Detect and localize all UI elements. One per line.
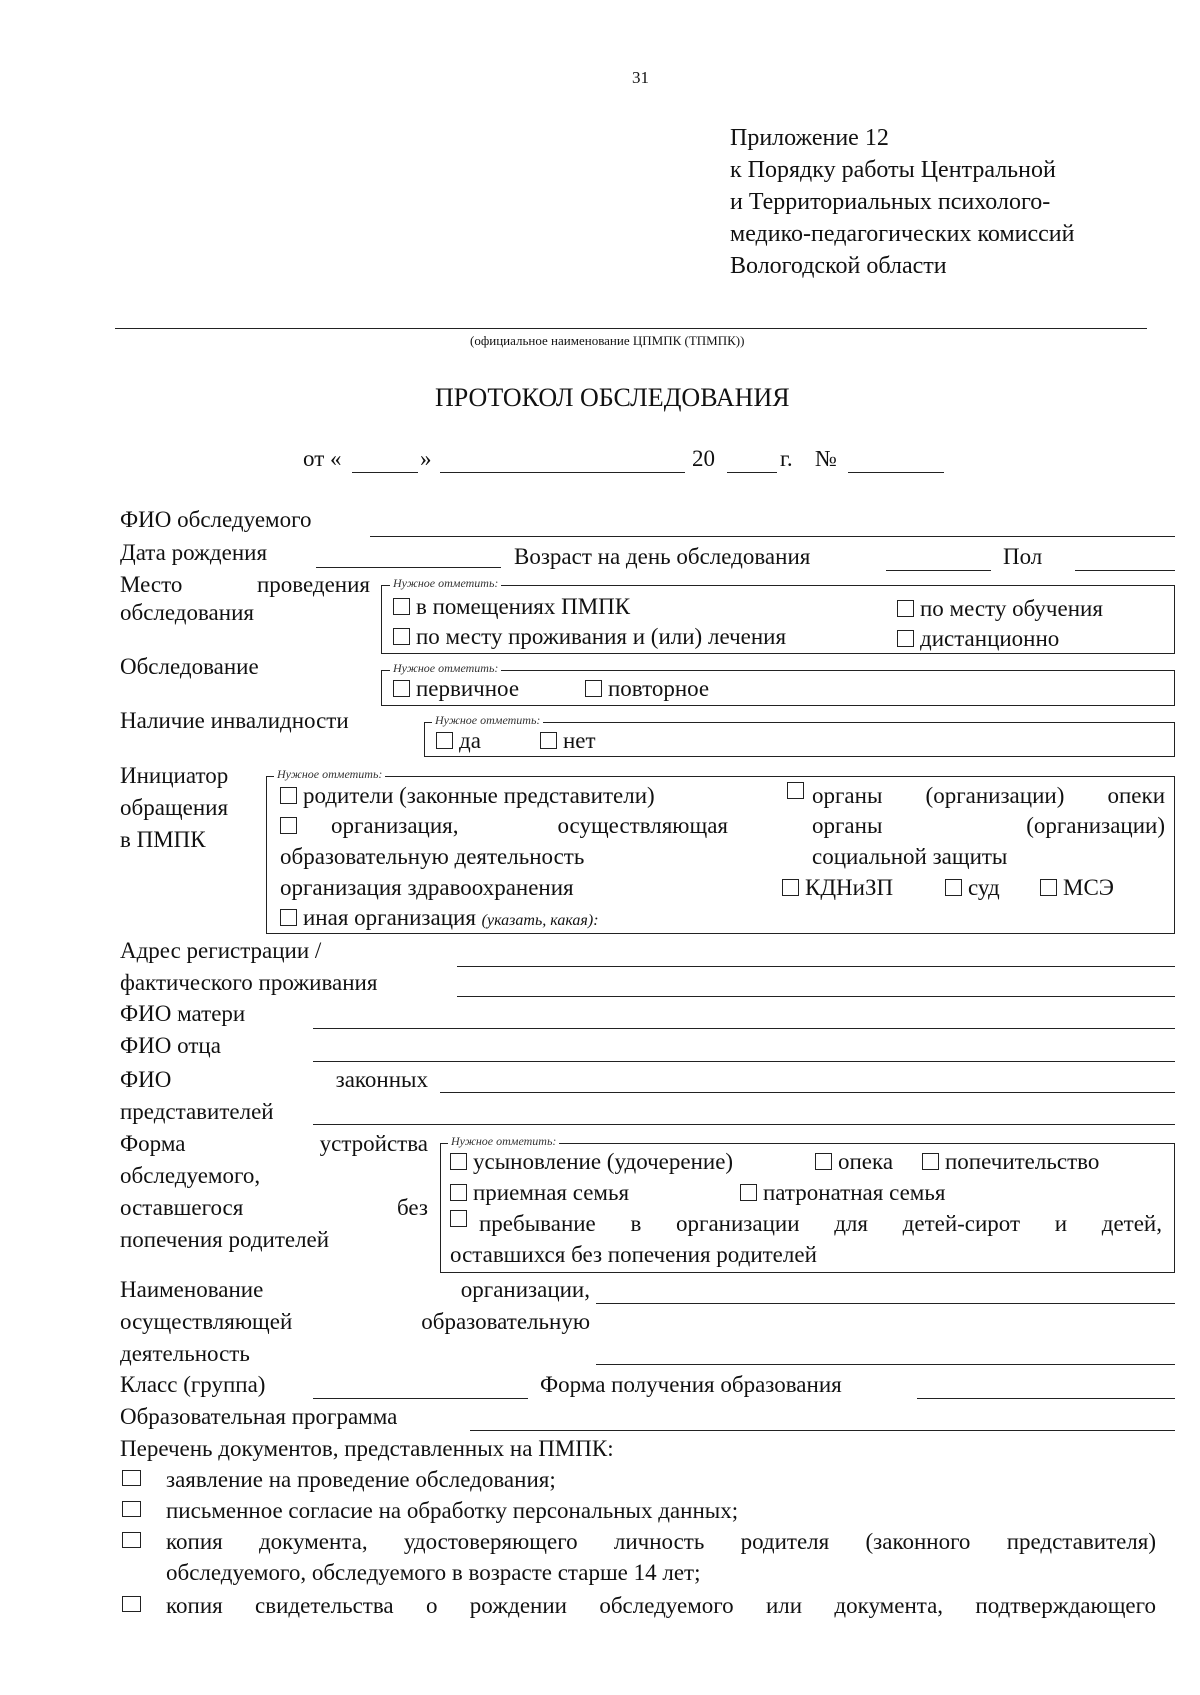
initiator-parents[interactable] bbox=[280, 782, 655, 810]
doc-checkbox-1[interactable] bbox=[122, 1470, 141, 1486]
page-title: ПРОТОКОЛ ОБСЛЕДОВАНИЯ bbox=[435, 383, 790, 412]
initiator-mse[interactable] bbox=[1040, 874, 1114, 902]
disability-yes[interactable] bbox=[436, 727, 481, 755]
checkbox-icon[interactable] bbox=[280, 787, 297, 804]
placement-label-3a: оставшегося bbox=[120, 1195, 244, 1220]
sex-field[interactable] bbox=[1075, 570, 1175, 571]
initiator-court[interactable] bbox=[945, 874, 1000, 902]
doc-checkbox-2[interactable] bbox=[122, 1501, 141, 1517]
program-field[interactable] bbox=[470, 1430, 1175, 1431]
date-year-label: 20 bbox=[692, 446, 715, 471]
checkbox-icon[interactable] bbox=[393, 598, 410, 615]
org-name-label-3: деятельность bbox=[120, 1341, 250, 1366]
initiator-guardianship[interactable] bbox=[787, 782, 1165, 810]
checkbox-icon[interactable] bbox=[450, 1184, 467, 1201]
appendix-line-2: к Порядку работы Центральной bbox=[730, 157, 1056, 183]
exam-label: Обследование bbox=[120, 654, 259, 679]
place-opt-pmpk[interactable] bbox=[393, 593, 630, 621]
initiator-label bbox=[120, 760, 228, 856]
date-year-suffix: г. bbox=[780, 446, 793, 471]
official-name-line[interactable] bbox=[115, 328, 1147, 329]
doc-item-2: письменное согласие на обработку персональных данных; bbox=[166, 1498, 739, 1523]
age-field[interactable] bbox=[886, 570, 991, 571]
disability-no-label: нет bbox=[563, 728, 596, 753]
exam-opt-primary[interactable] bbox=[393, 675, 519, 703]
placement-orphan-label-2: оставшихся без попечения родителей bbox=[450, 1242, 817, 1267]
date-year-field[interactable] bbox=[727, 472, 777, 473]
appendix-line-5: Вологодской области bbox=[730, 253, 947, 279]
date-day-field[interactable] bbox=[352, 472, 418, 473]
org-name-label-1a: Наименование bbox=[120, 1277, 264, 1302]
checkbox-icon[interactable] bbox=[540, 732, 557, 749]
checkbox-icon[interactable] bbox=[740, 1184, 757, 1201]
exam-opt-primary-label: первичное bbox=[416, 676, 520, 701]
sex-label: Пол bbox=[1003, 544, 1043, 569]
legal-reps-label-1a: ФИО bbox=[120, 1067, 172, 1092]
initiator-org-label-2: образовательную деятельность bbox=[280, 844, 585, 869]
age-label: Возраст на день обследования bbox=[514, 544, 811, 569]
father-field[interactable] bbox=[313, 1061, 1175, 1062]
appendix-line-4: медико-педагогических комиссий bbox=[730, 221, 1075, 247]
place-opt-remote[interactable] bbox=[897, 625, 1059, 653]
doc-item-3-line-2: обследуемого, обследуемого в возрасте старше 14 лет; bbox=[166, 1560, 701, 1585]
checkbox-icon[interactable] bbox=[450, 1153, 467, 1170]
place-opt-study[interactable] bbox=[897, 595, 1103, 623]
placement-orphan-label-1: пребывание в организации для детей-сирот и детей, bbox=[479, 1211, 1162, 1236]
initiator-kdn[interactable] bbox=[782, 874, 893, 902]
date-month-field[interactable] bbox=[440, 472, 685, 473]
class-field[interactable] bbox=[313, 1398, 528, 1399]
place-opt-residence[interactable] bbox=[393, 623, 786, 651]
disability-box bbox=[424, 722, 1175, 757]
placement-label-2: обследуемого, bbox=[120, 1163, 261, 1188]
birth-date-field[interactable] bbox=[316, 567, 501, 568]
disability-no[interactable] bbox=[540, 727, 596, 755]
place-opt-pmpk-label: в помещениях ПМПК bbox=[416, 594, 631, 619]
disability-yes-label: да bbox=[459, 728, 481, 753]
appendix-block bbox=[730, 122, 1074, 282]
placement-custody-label: опека bbox=[838, 1149, 894, 1174]
placement-label-1a: Форма bbox=[120, 1131, 186, 1156]
org-name-field-2[interactable] bbox=[596, 1364, 1175, 1365]
address-field-1[interactable] bbox=[457, 966, 1175, 967]
initiator-label-2: обращения bbox=[120, 795, 229, 820]
edu-form-label: Форма получения образования bbox=[540, 1372, 842, 1397]
protocol-number-field[interactable] bbox=[848, 472, 944, 473]
legal-reps-label bbox=[120, 1064, 428, 1128]
checkbox-icon[interactable] bbox=[945, 879, 962, 896]
org-name-field-1[interactable] bbox=[596, 1303, 1175, 1304]
date-from-label: от « bbox=[303, 446, 342, 471]
placement-guardianship[interactable] bbox=[922, 1148, 1099, 1176]
docs-heading: Перечень документов, представленных на ПМПК: bbox=[120, 1436, 614, 1461]
initiator-label-3: в ПМПК bbox=[120, 827, 206, 852]
place-opt-residence-label: по месту проживания и (или) лечения bbox=[416, 624, 787, 649]
page-number: 31 bbox=[632, 68, 649, 87]
initiator-org[interactable] bbox=[280, 812, 728, 840]
class-label: Класс (группа) bbox=[120, 1372, 266, 1397]
program-label: Образовательная программа bbox=[120, 1404, 398, 1429]
address-label-2: фактического проживания bbox=[120, 970, 378, 995]
initiator-parents-label: родители (законные представители) bbox=[303, 783, 655, 808]
place-opt-study-label: по месту обучения bbox=[920, 596, 1103, 621]
checkbox-icon[interactable] bbox=[436, 732, 453, 749]
legal-reps-label-2: представителей bbox=[120, 1099, 274, 1124]
address-label-1: Адрес регистрации / bbox=[120, 938, 322, 963]
exam-opt-repeat-label: повторное bbox=[608, 676, 710, 701]
checkbox-icon[interactable] bbox=[393, 628, 410, 645]
mother-field[interactable] bbox=[313, 1028, 1175, 1029]
placement-patronage[interactable] bbox=[740, 1179, 945, 1207]
disability-hint: Нужное отметить: bbox=[432, 713, 543, 727]
placement-label-3b: без bbox=[397, 1195, 428, 1220]
official-name-caption: (официальное наименование ЦПМПК (ТПМПК)) bbox=[470, 333, 745, 348]
appendix-line-3: и Территориальных психолого- bbox=[730, 189, 1051, 215]
mother-label: ФИО матери bbox=[120, 1001, 246, 1026]
checkbox-icon[interactable] bbox=[897, 600, 914, 617]
org-name-label-1b: организации, bbox=[460, 1277, 590, 1302]
checkbox-icon[interactable] bbox=[897, 630, 914, 647]
initiator-social-label-2: социальной защиты bbox=[812, 844, 1008, 869]
initiator-label-1: Инициатор bbox=[120, 763, 229, 788]
exam-opt-repeat[interactable] bbox=[585, 675, 709, 703]
checkbox-icon[interactable] bbox=[815, 1153, 832, 1170]
placement-guardianship-label: попечительство bbox=[945, 1149, 1100, 1174]
placement-patronage-label: патронатная семья bbox=[763, 1180, 946, 1205]
appendix-line-1: Приложение 12 bbox=[730, 125, 889, 151]
doc-checkbox-3[interactable] bbox=[122, 1532, 141, 1548]
checkbox-icon[interactable] bbox=[922, 1153, 939, 1170]
place-label bbox=[120, 571, 370, 627]
place-hint: Нужное отметить: bbox=[390, 576, 501, 590]
initiator-health-label: организация здравоохранения bbox=[280, 875, 574, 900]
date-close-quote: » bbox=[420, 446, 432, 471]
initiator-other-label: иная организация bbox=[303, 905, 476, 930]
edu-form-field[interactable] bbox=[917, 1398, 1175, 1399]
placement-orphan[interactable] bbox=[450, 1210, 1162, 1238]
initiator-org-label-1: организация, осуществляющая bbox=[331, 813, 728, 838]
initiator-mse-label: МСЭ bbox=[1063, 875, 1114, 900]
checkbox-icon[interactable] bbox=[585, 680, 602, 697]
disability-label: Наличие инвалидности bbox=[120, 708, 349, 733]
checkbox-icon[interactable] bbox=[782, 879, 799, 896]
father-label: ФИО отца bbox=[120, 1033, 221, 1058]
fio-label: ФИО обследуемого bbox=[120, 507, 312, 532]
placement-label-4: попечения родителей bbox=[120, 1227, 330, 1252]
address-label bbox=[120, 935, 377, 999]
initiator-hint: Нужное отметить: bbox=[274, 767, 385, 781]
placement-foster[interactable] bbox=[450, 1179, 629, 1207]
fio-field[interactable] bbox=[370, 536, 1175, 537]
initiator-social-label-1: органы (организации) bbox=[812, 813, 1165, 838]
initiator-court-label: суд bbox=[968, 875, 1000, 900]
place-opt-remote-label: дистанционно bbox=[920, 626, 1060, 651]
address-field-2[interactable] bbox=[457, 996, 1175, 997]
checkbox-icon[interactable] bbox=[280, 817, 297, 834]
checkbox-icon[interactable] bbox=[787, 782, 804, 799]
doc-item-4-line-1: копия свидетельства о рождении обследуемого или документа, подтверждающего bbox=[166, 1593, 1156, 1618]
placement-hint: Нужное отметить: bbox=[448, 1134, 559, 1148]
doc-checkbox-4[interactable] bbox=[122, 1596, 141, 1612]
doc-item-3-line-1: копия документа, удостоверяющего личность родителя (законного представителя) bbox=[166, 1529, 1156, 1554]
placement-foster-label: приемная семья bbox=[473, 1180, 630, 1205]
placement-label bbox=[120, 1128, 428, 1256]
org-name-label bbox=[120, 1274, 590, 1370]
org-name-label-2b: образовательную bbox=[421, 1309, 590, 1334]
place-label-2: обследования bbox=[120, 600, 254, 625]
initiator-other[interactable] bbox=[280, 904, 599, 935]
org-name-label-2a: осуществляющей bbox=[120, 1309, 293, 1334]
doc-item-1: заявление на проведение обследования; bbox=[166, 1467, 556, 1492]
placement-label-1b: устройства bbox=[319, 1131, 428, 1156]
birth-date-label: Дата рождения bbox=[120, 540, 268, 565]
initiator-guardianship-label: органы (организации) опеки bbox=[812, 783, 1165, 808]
initiator-other-note: (указать, какая): bbox=[481, 912, 599, 929]
initiator-kdn-label: КДНиЗП bbox=[805, 875, 894, 900]
legal-reps-label-1b: законных bbox=[335, 1067, 428, 1092]
number-sign: № bbox=[815, 446, 837, 471]
legal-reps-field-1[interactable] bbox=[440, 1092, 1175, 1093]
checkbox-icon[interactable] bbox=[450, 1210, 467, 1227]
placement-adoption[interactable] bbox=[450, 1148, 733, 1176]
checkbox-icon[interactable] bbox=[1040, 879, 1057, 896]
place-label-1a: Место bbox=[120, 572, 183, 597]
legal-reps-field-2[interactable] bbox=[313, 1124, 1175, 1125]
checkbox-icon[interactable] bbox=[280, 909, 297, 926]
placement-custody[interactable] bbox=[815, 1148, 893, 1176]
checkbox-icon[interactable] bbox=[393, 680, 410, 697]
placement-adoption-label: усыновление (удочерение) bbox=[473, 1149, 734, 1174]
exam-hint: Нужное отметить: bbox=[390, 661, 501, 675]
place-label-1b: проведения bbox=[256, 572, 370, 597]
